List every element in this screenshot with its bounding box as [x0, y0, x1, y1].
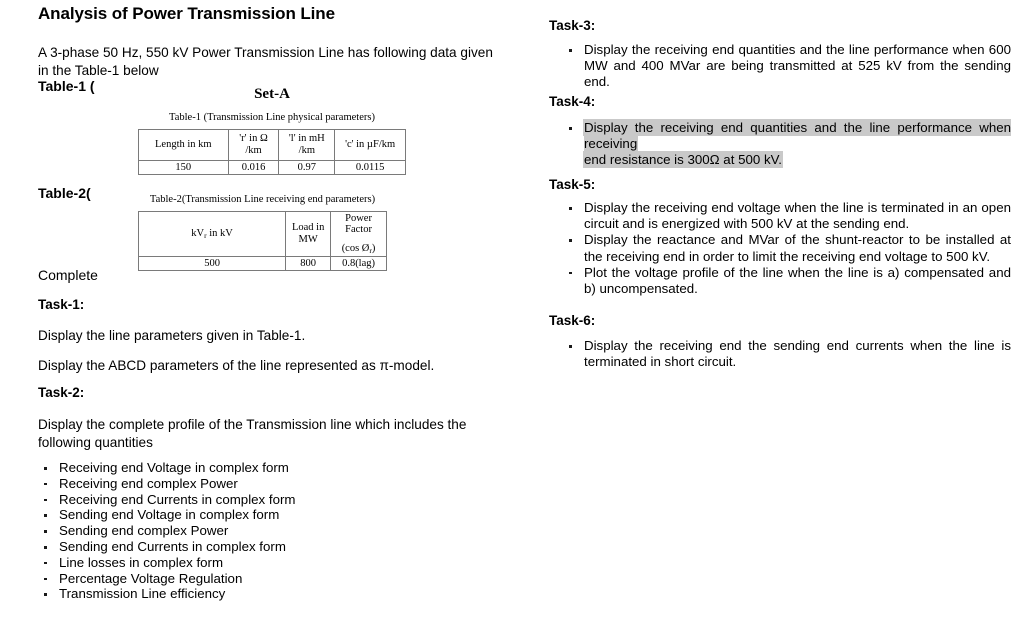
- task2-heading: Task-2:: [38, 385, 85, 400]
- table1-header-r-line1: 'r' in Ω: [239, 133, 268, 145]
- table1-cell-l: 0.97: [279, 161, 335, 175]
- table-header-row: [139, 212, 387, 257]
- list-item: [38, 539, 458, 555]
- table2-header-pf-line2: [334, 244, 383, 255]
- list-item-label: Sending end Voltage in complex form: [59, 507, 280, 523]
- list-item: [38, 460, 458, 476]
- list-item-highlighted: [549, 120, 1011, 169]
- table1-block: [138, 86, 406, 175]
- table2-header-pf-line1: Power Factor: [345, 213, 372, 235]
- table2-caption: Table-2(Transmission Line receiving end parameters): [149, 194, 376, 205]
- table1-header-c: 'c' in µF/km: [335, 130, 406, 161]
- list-item-label: Display the receiving end the sending end currents when the line is terminated in short circuit.: [584, 338, 1011, 370]
- table2-header-kvr-rest: in kV: [206, 227, 233, 239]
- list-item-label: [584, 120, 1011, 169]
- table2-header-kvr-sub: r: [204, 230, 207, 240]
- table-row: [139, 161, 406, 175]
- table2-header-load-line1: Load in: [291, 222, 325, 233]
- list-item: [38, 476, 458, 492]
- pf-sub: r: [369, 246, 372, 255]
- task4-heading: Task-4:: [549, 94, 596, 109]
- task4-bullet-list: [549, 120, 1011, 169]
- task5-heading: Task-5:: [549, 177, 596, 192]
- table1: [138, 129, 406, 175]
- table1-header-r: [228, 130, 279, 161]
- page-title: Analysis of Power Transmission Line: [38, 4, 335, 23]
- table2-header-load-line2: MW: [298, 233, 318, 245]
- table2-cell-pf: 0.8(lag): [331, 256, 387, 270]
- list-item: [549, 42, 1011, 91]
- list-item-label: Line losses in complex form: [59, 554, 224, 570]
- table2-cell-kvr: 500: [139, 256, 286, 270]
- task1-line-1: Display the line parameters given in Table-1.: [38, 328, 306, 343]
- label-table2: Table-2(: [38, 185, 91, 201]
- task2-bullet-list: [38, 460, 458, 602]
- highlight-segment-line1: Display the receiving end quantities and the line performance when receiving: [584, 120, 1011, 152]
- list-item: [549, 232, 1011, 264]
- label-complete: Complete: [38, 267, 98, 283]
- list-item: [38, 523, 458, 539]
- task1-heading: Task-1:: [38, 297, 85, 312]
- task1-line-2: Display the ABCD parameters of the line represented as π-model.: [38, 358, 435, 373]
- table1-header-l: 'l' in mH /km: [279, 130, 335, 161]
- list-item: [38, 586, 458, 602]
- list-item-label: Percentage Voltage Regulation: [59, 570, 243, 586]
- label-table1: Table-1 (: [38, 78, 95, 94]
- pf-post: ): [371, 243, 376, 254]
- list-item: [38, 571, 458, 587]
- list-item-label: Receiving end complex Power: [59, 475, 238, 491]
- list-item-label: Transmission Line efficiency: [59, 586, 226, 602]
- table2-header-load: [286, 212, 331, 257]
- list-item-label: Sending end Currents in complex form: [59, 538, 286, 554]
- table2-header-pf: [331, 212, 387, 257]
- list-item: [549, 200, 1011, 232]
- table2: [138, 211, 387, 271]
- table2-header-kvr: [139, 212, 286, 257]
- list-item-label: Plot the voltage profile of the line when the line is a) compensated and b) uncompensated.: [584, 264, 1011, 297]
- task5-bullet-list: [549, 200, 1011, 297]
- pf-pre: (cos Ø: [341, 243, 370, 254]
- highlight-segment-line2: end resistance is 300Ω at 500 kV.: [584, 152, 782, 168]
- list-item: [38, 507, 458, 523]
- set-heading: Set-A: [254, 86, 290, 102]
- list-item-label: Sending end complex Power: [59, 523, 229, 539]
- list-item-label: Receiving end Currents in complex form: [59, 491, 296, 507]
- list-item-label: Display the receiving end voltage when the line is terminated in an open circuit and is energized with 500 kV at the sending end.: [584, 200, 1011, 232]
- table2-block: [138, 194, 387, 271]
- task3-heading: Task-3:: [549, 18, 596, 33]
- list-item-label: Receiving end Voltage in complex form: [59, 460, 289, 475]
- task6-bullet-list: [549, 338, 1011, 370]
- table1-header-r-line2: /km: [245, 145, 262, 156]
- table-row: [139, 256, 387, 270]
- table2-cell-load: 800: [286, 256, 331, 270]
- table1-cell-length: 150: [139, 161, 229, 175]
- table-header-row: [139, 130, 406, 161]
- table1-cell-c: 0.0115: [335, 161, 406, 175]
- task2-intro: Display the complete profile of the Transmission line which includes the following quantities: [38, 417, 467, 451]
- task6-heading: Task-6:: [549, 313, 596, 328]
- list-item: [38, 555, 458, 571]
- list-item: [549, 338, 1011, 370]
- list-item: [38, 492, 458, 508]
- table1-header-length: Length in km: [139, 130, 229, 161]
- list-item-label: Display the receiving end quantities and the line performance when 600 MW and 400 MVar are being transmitted at 525 kV from the sending end.: [584, 42, 1011, 90]
- list-item: [549, 265, 1011, 297]
- task3-bullet-list: [549, 42, 1011, 91]
- table1-cell-r: 0.016: [228, 161, 279, 175]
- table1-caption: Table-1 (Transmission Line physical parameters): [169, 112, 375, 123]
- intro-paragraph: A 3-phase 50 Hz, 550 kV Power Transmission Line has following data given in the Table-1 below: [38, 45, 493, 78]
- list-item-label: Display the reactance and MVar of the shunt-reactor to be installed at the receiving end in order to limit the receiving end voltage to 500 kV.: [584, 232, 1011, 264]
- table2-header-kvr-main: kV: [191, 227, 205, 239]
